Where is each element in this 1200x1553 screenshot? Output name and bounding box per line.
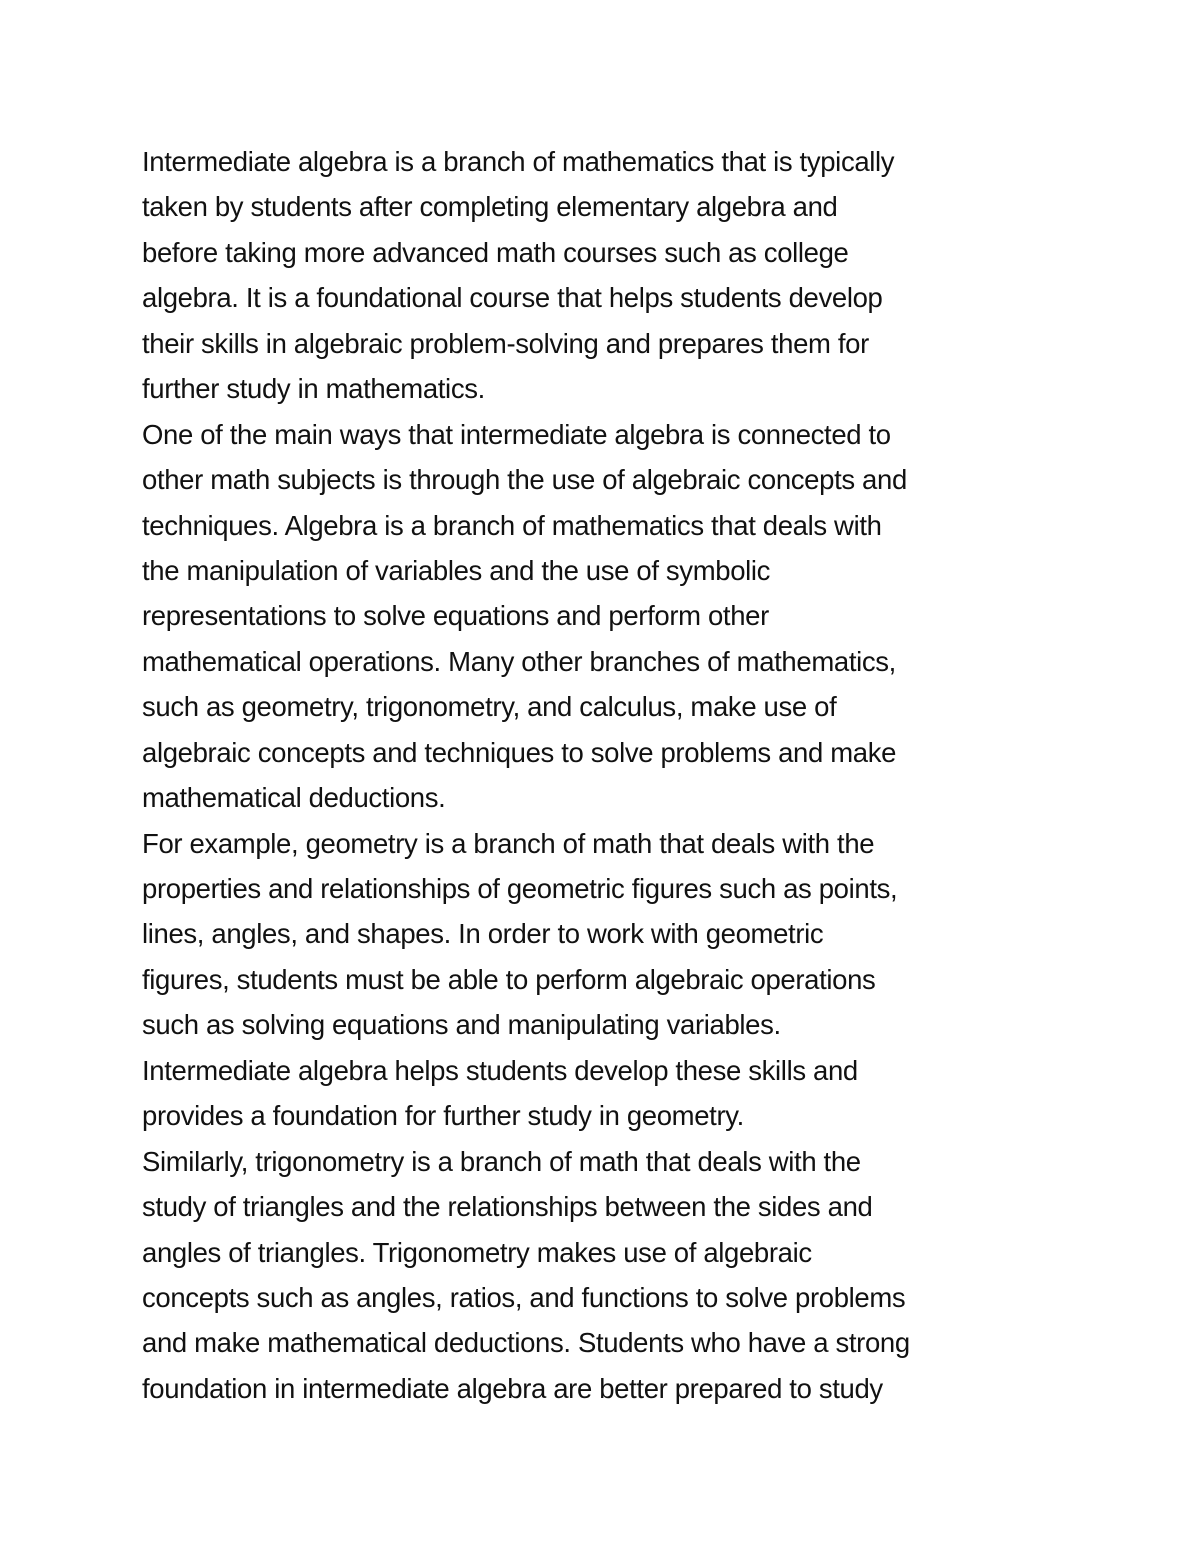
text-line: representations to solve equations and perform other (142, 600, 769, 632)
text-line: study of triangles and the relationships between the sides and (142, 1191, 873, 1223)
text-line: taken by students after completing elementary algebra and (142, 191, 838, 223)
text-line: Similarly, trigonometry is a branch of math that deals with the (142, 1145, 861, 1177)
text-line: techniques. Algebra is a branch of mathematics that deals with (142, 509, 882, 541)
text-line: mathematical operations. Many other branches of mathematics, (142, 645, 896, 677)
paragraph-trigonometry (142, 1139, 1072, 1412)
text-line: angles of triangles. Trigonometry makes use of algebraic (142, 1236, 812, 1268)
paragraph-geometry (142, 821, 1072, 1139)
text-line: One of the main ways that intermediate algebra is connected to (142, 418, 891, 450)
text-line: Intermediate algebra is a branch of mathematics that is typically (142, 146, 895, 177)
text-line: mathematical deductions. (142, 782, 446, 814)
text-line: before taking more advanced math courses such as college (142, 236, 849, 268)
document-body (142, 139, 1072, 1411)
text-line: For example, geometry is a branch of math that deals with the (142, 827, 875, 859)
text-line: foundation in intermediate algebra are better prepared to study (142, 1372, 883, 1404)
text-line: their skills in algebraic problem-solving and prepares them for (142, 327, 869, 359)
text-line: such as geometry, trigonometry, and calculus, make use of (142, 691, 837, 723)
text-line: the manipulation of variables and the use of symbolic (142, 554, 771, 586)
paragraph-intro (142, 139, 1072, 412)
text-line: algebra. It is a foundational course that helps students develop (142, 282, 883, 314)
text-line: concepts such as angles, ratios, and functions to solve problems (142, 1281, 906, 1313)
text-line: and make mathematical deductions. Students who have a strong (142, 1327, 910, 1359)
text-line: lines, angles, and shapes. In order to work with geometric (142, 918, 824, 950)
text-line: further study in mathematics. (142, 373, 485, 405)
text-line: figures, students must be able to perform algebraic operations (142, 963, 876, 995)
text-line: such as solving equations and manipulating variables. (142, 1009, 781, 1041)
text-line: provides a foundation for further study in geometry. (142, 1100, 744, 1132)
text-line: other math subjects is through the use of algebraic concepts and (142, 464, 907, 496)
text-line: properties and relationships of geometric figures such as points, (142, 873, 898, 904)
paragraph-connections (142, 412, 1072, 821)
text-line: algebraic concepts and techniques to solve problems and make (142, 736, 897, 768)
text-line: Intermediate algebra helps students develop these skills and (142, 1054, 858, 1086)
